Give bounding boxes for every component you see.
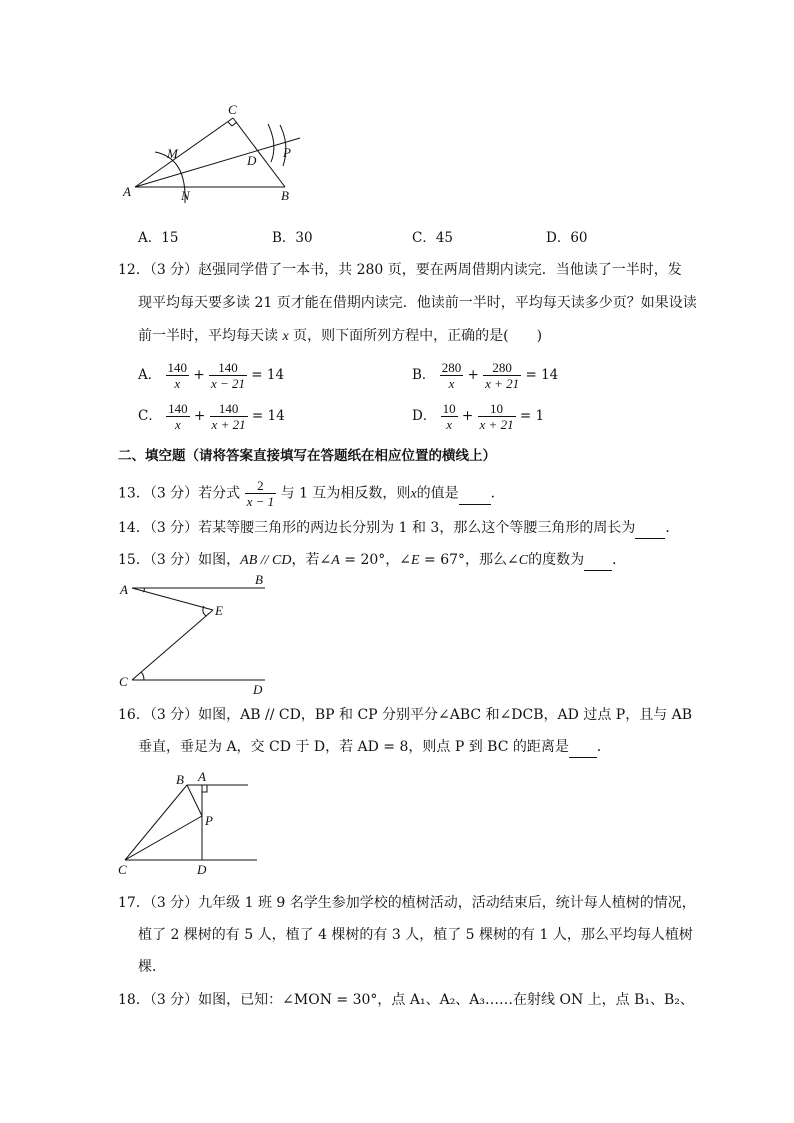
q13-var: x — [410, 486, 417, 502]
q11-label-d: D — [247, 153, 257, 168]
q17-line3-text: 棵． — [138, 959, 166, 975]
q18-line1: 18．（3 分）如图，已知：∠MON = 30°，点 A₁、A₂、A₃……在射线 ON 上，点 B₁、B₂、 — [118, 992, 694, 1008]
answer-blank — [459, 484, 491, 505]
denominator: x + 21 — [479, 417, 514, 432]
denominator: x + 21 — [211, 417, 246, 432]
operator: + — [461, 408, 474, 424]
q12-option-b — [412, 360, 558, 391]
rhs: = 14 — [525, 367, 559, 383]
option-label: C． — [412, 230, 436, 246]
numerator: 10 — [478, 401, 516, 417]
rhs: = 1 — [519, 408, 545, 424]
denominator: x − 1 — [246, 494, 275, 509]
rhs: = 14 — [251, 408, 285, 424]
q13-fraction — [245, 478, 277, 509]
answer-blank — [584, 550, 612, 571]
q11-label-c: C — [228, 102, 237, 117]
q11-label-a: A — [123, 184, 131, 199]
q15-a: 15．（3 分）如图， — [118, 552, 241, 568]
fraction — [440, 360, 464, 391]
q11-option-b — [272, 228, 313, 248]
q11-option-a — [138, 228, 178, 248]
numerator: 10 — [442, 401, 456, 416]
q13-prefix: 13．（3 分）若分式 — [118, 485, 241, 502]
q11-label-b: B — [281, 188, 289, 203]
denominator: x + 21 — [485, 376, 520, 391]
fraction — [166, 401, 190, 432]
operator: + — [193, 408, 206, 424]
denominator: x — [446, 417, 453, 432]
operator: + — [193, 367, 205, 383]
denominator: x — [448, 376, 455, 391]
option-value: 30 — [295, 230, 313, 246]
option-label: A． — [138, 367, 162, 383]
q13-end: ． — [490, 485, 505, 502]
fraction — [166, 360, 190, 391]
q15-b: AB // CD — [240, 553, 292, 568]
q14 — [118, 518, 679, 539]
denominator: x − 21 — [210, 376, 245, 391]
option-label: A． — [138, 230, 162, 246]
q15-label-a: A — [120, 582, 128, 597]
q15-end: ． — [612, 552, 627, 568]
option-label: D． — [412, 408, 437, 424]
q15-f: E — [411, 553, 420, 568]
numerator: 2 — [245, 478, 277, 494]
q15-d: A — [331, 553, 340, 568]
q15-figure — [115, 572, 275, 700]
q16-end: ． — [596, 739, 611, 755]
q15-label-e: E — [215, 603, 223, 618]
option-label: C． — [138, 408, 162, 424]
fraction — [209, 360, 247, 391]
operator: + — [467, 367, 479, 383]
q15-label-b: B — [255, 572, 263, 587]
q15-g: = 67°，那么∠ — [419, 552, 519, 568]
q16-label-c: C — [118, 862, 127, 877]
option-label: B． — [272, 230, 296, 246]
numerator: 280 — [441, 360, 462, 375]
numerator: 140 — [167, 360, 188, 375]
denominator: x — [174, 376, 181, 391]
q12-line3 — [138, 326, 542, 347]
numerator: 140 — [168, 401, 188, 416]
q11-label-m: M — [167, 146, 178, 161]
option-value: 45 — [435, 230, 454, 246]
q12-option-d — [412, 401, 544, 432]
denominator: x — [175, 417, 181, 432]
q12-var: x — [282, 329, 289, 344]
fraction — [478, 401, 516, 432]
section2-title: 二、填空题（请将答案直接填写在答题纸在相应位置的横线上） — [118, 448, 496, 464]
q14-end: ． — [665, 520, 680, 536]
q11-label-p: P — [283, 145, 291, 160]
q16-line2 — [138, 737, 611, 758]
q15-label-d: D — [253, 682, 263, 697]
q14-text: 14．（3 分）若某等腰三角形的两边长分别为 1 和 3，那么这个等腰三角形的周长为 — [118, 520, 636, 536]
q11-option-c — [412, 228, 453, 248]
rhs: = 14 — [251, 367, 285, 383]
q15-e: = 20°，∠ — [339, 552, 411, 568]
fraction — [441, 401, 458, 432]
q16-label-p: P — [205, 813, 213, 828]
q11-label-n: N — [181, 188, 190, 203]
numerator: 140 — [209, 360, 247, 376]
q16-line2-a: 垂直，垂足为 A，交 CD 于 D，若 AD = 8，则点 P 到 BC 的距离是 — [138, 739, 569, 755]
numerator: 140 — [210, 401, 248, 417]
q16-label-a: A — [198, 769, 206, 784]
option-value: 60 — [570, 230, 588, 246]
q11-figure — [115, 100, 315, 210]
option-label: B． — [412, 367, 436, 383]
fraction — [483, 360, 521, 391]
q16-label-d: D — [197, 862, 207, 877]
q17-line2: 植了 2 棵树的有 5 人，植了 4 棵树的有 3 人，植了 5 棵树的有 1 人，那么平均每人植树 — [138, 927, 693, 943]
q15-label-c: C — [119, 674, 128, 689]
q12-option-a — [138, 360, 284, 391]
option-value: 15 — [161, 230, 179, 246]
answer-blank — [635, 518, 665, 539]
q15-c: ，若∠ — [291, 552, 332, 568]
q12-line1: 12．（3 分）赵强同学借了一本书，共 280 页，要在两周借期内读完．当他读了一半时，发 — [118, 262, 682, 278]
q15-h: C — [518, 553, 529, 568]
q15-i: 的度数为 — [528, 552, 585, 568]
q17-line3 — [138, 957, 166, 977]
q11-option-d — [546, 228, 588, 248]
q13-suffix: 的值是 — [416, 485, 459, 502]
q12-line3-b: 页，则下面所列方程中，正确的是( ) — [288, 328, 543, 344]
answer-blank — [569, 737, 597, 758]
fraction — [210, 401, 248, 432]
q15 — [118, 550, 626, 571]
q16-line1: 16．（3 分）如图，AB // CD，BP 和 CP 分别平分∠ABC 和∠DCB，AD 过点 P，且与 AB — [118, 707, 693, 723]
q16-figure — [115, 768, 265, 880]
q12-line3-a: 前一半时，平均每天读 — [138, 328, 283, 344]
q16-label-b: B — [176, 772, 184, 787]
q12-line2: 现平均每天要多读 21 页才能在借期内读完．他读前一半时，平均每天读多少页？如果设读 — [138, 295, 697, 311]
q17-line1: 17．（3 分）九年级 1 班 9 名学生参加学校的植树活动，活动结束后，统计每人植树的情况， — [118, 895, 696, 911]
q13-middle: 与 1 互为相反数，则 — [280, 485, 411, 502]
q12-option-c — [138, 401, 285, 432]
numerator: 280 — [483, 360, 521, 376]
option-label: D． — [546, 230, 571, 246]
q13 — [118, 478, 505, 509]
